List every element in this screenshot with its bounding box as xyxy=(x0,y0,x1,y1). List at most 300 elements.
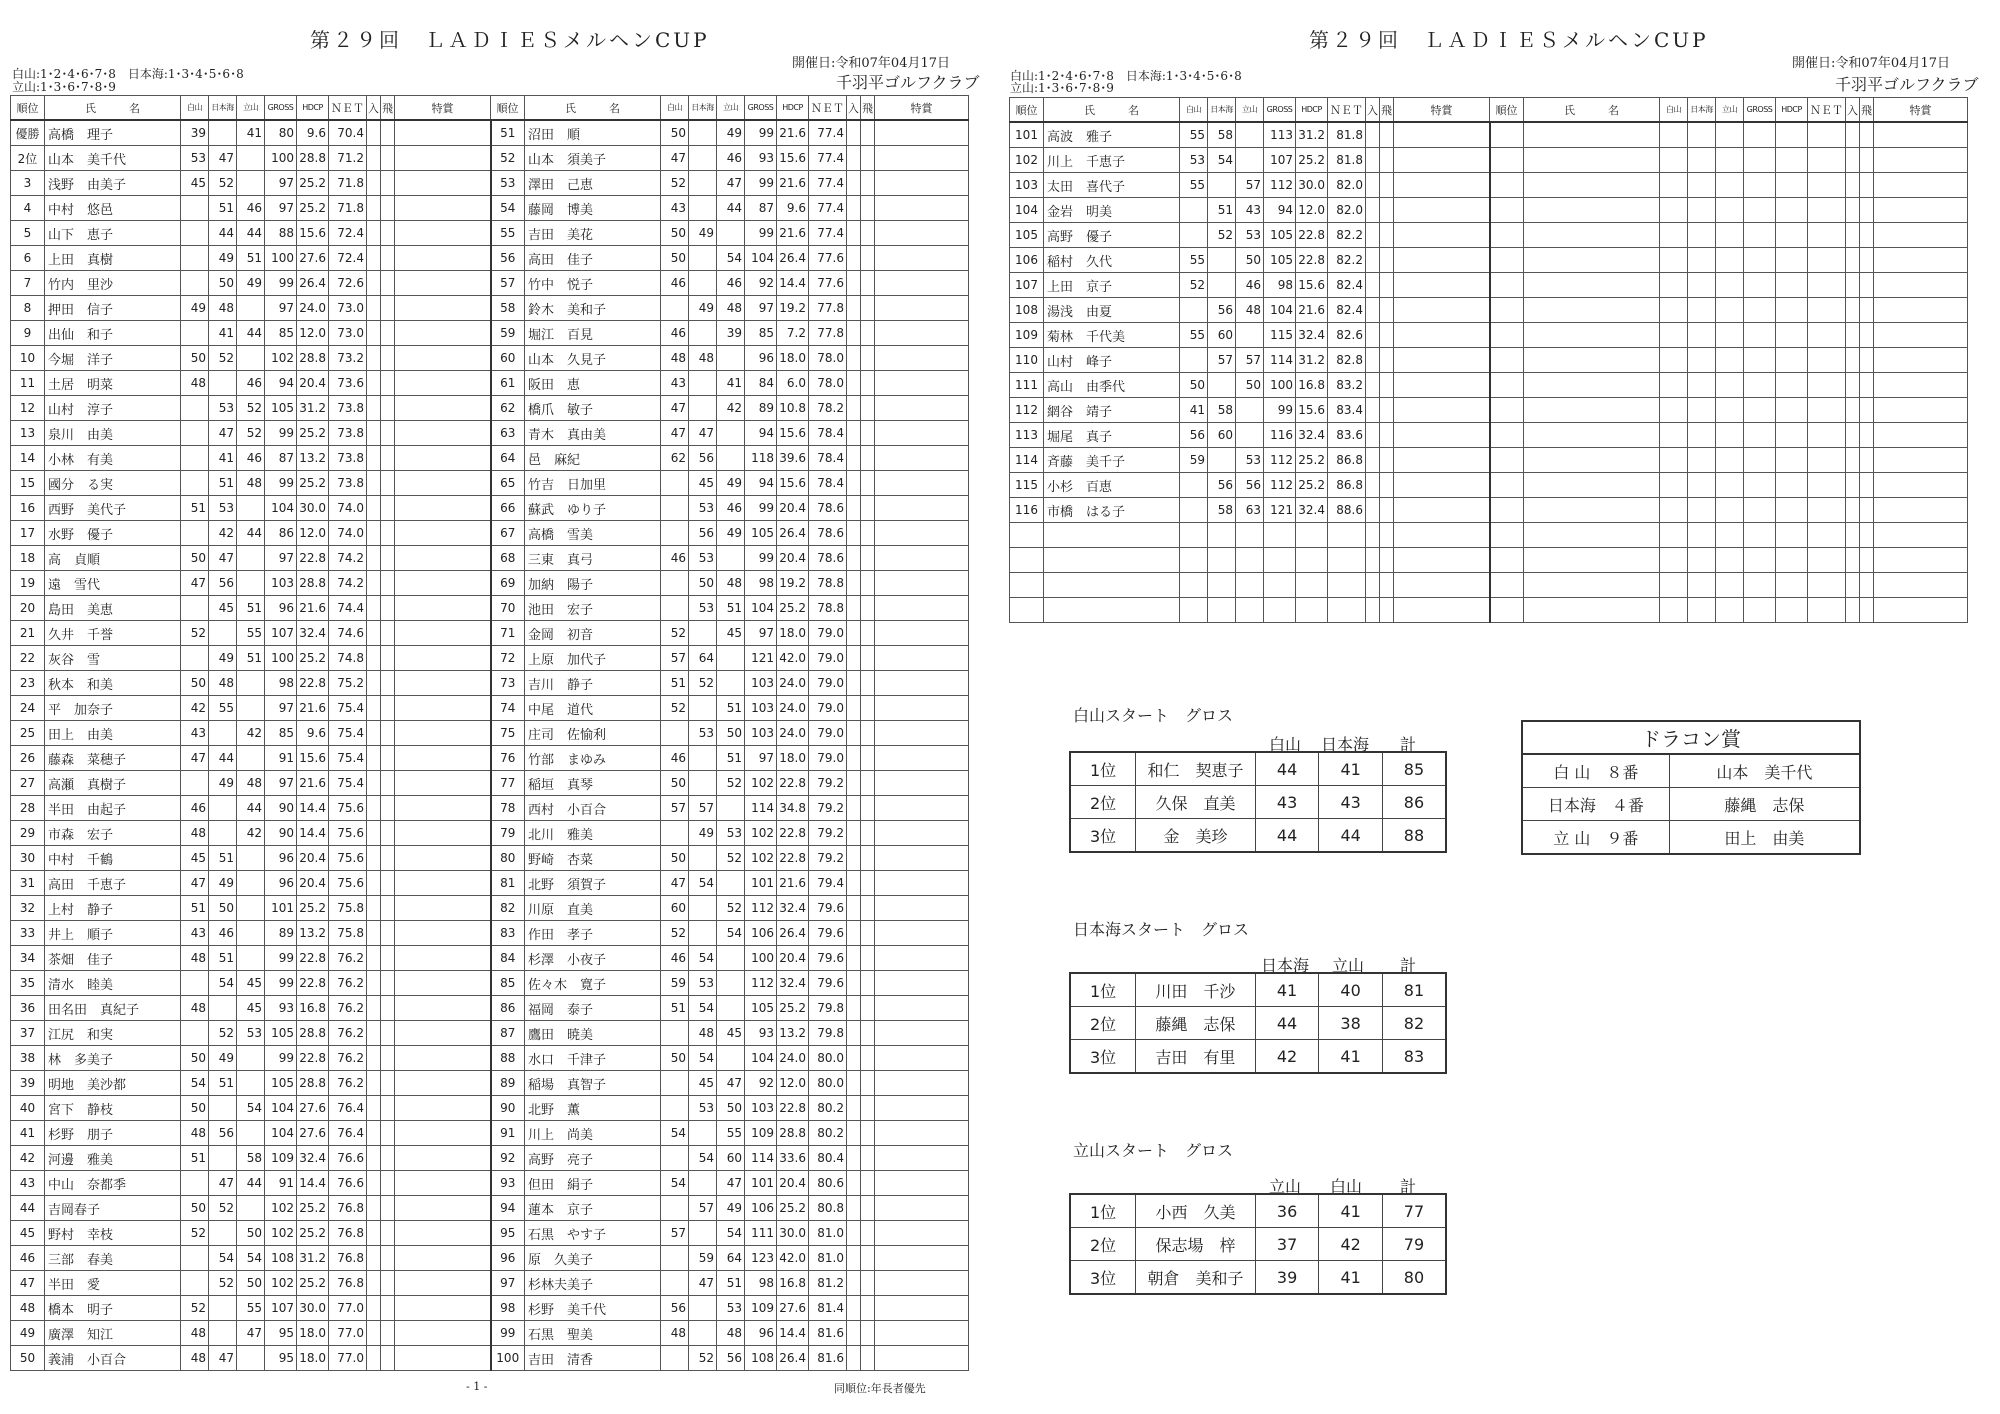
player-name: 太田 喜代子 xyxy=(1044,173,1180,198)
in-mark xyxy=(847,621,861,646)
in-mark xyxy=(1366,223,1380,248)
table-row xyxy=(11,346,969,371)
player-name: 金岩 明美 xyxy=(1044,198,1180,223)
special-prize xyxy=(1394,473,1490,498)
special-prize xyxy=(1874,548,1968,573)
special-prize xyxy=(1874,573,1968,598)
gross-total: 81 xyxy=(1382,973,1446,1007)
rank-cell: 22 xyxy=(11,646,45,671)
tateyama-score xyxy=(1716,548,1744,573)
nihonkai-score xyxy=(1688,323,1716,348)
gross-score xyxy=(1744,573,1776,598)
nihonkai-score xyxy=(1208,173,1236,198)
player-name: 高 貞順 xyxy=(45,546,181,571)
gross-score xyxy=(1744,323,1776,348)
net-score: 82.4 xyxy=(1328,298,1366,323)
gross-section-title: 白山スタート グロス xyxy=(1073,706,1234,725)
player-name: 福岡 泰子 xyxy=(525,996,661,1021)
special-prize xyxy=(1394,448,1490,473)
rank-cell xyxy=(1490,473,1524,498)
tateyama-score xyxy=(1716,323,1744,348)
special-prize xyxy=(395,1021,491,1046)
net-score: 77.0 xyxy=(329,1321,367,1346)
hakusan-score xyxy=(181,471,209,496)
in-mark xyxy=(1846,148,1860,173)
table-row xyxy=(11,846,969,871)
in-mark xyxy=(847,346,861,371)
player-name: 山下 恵子 xyxy=(45,221,181,246)
hakusan-score xyxy=(181,196,209,221)
fly-mark xyxy=(861,896,875,921)
tateyama-score: 55 xyxy=(237,621,265,646)
fly-mark xyxy=(1380,348,1394,373)
gross-col-header: 計 xyxy=(1399,1177,1416,1196)
gross-score xyxy=(1744,173,1776,198)
hakusan-score: 56 xyxy=(1180,423,1208,448)
hdcp-value: 25.2 xyxy=(297,1221,329,1246)
tateyama-score xyxy=(1236,398,1264,423)
net-score: 78.4 xyxy=(809,471,847,496)
in-mark xyxy=(847,921,861,946)
tateyama-score xyxy=(1716,373,1744,398)
fly-mark xyxy=(861,221,875,246)
gross-score: 107 xyxy=(1264,148,1296,173)
header-net: ＮＥＴ xyxy=(1328,98,1366,123)
tateyama-score xyxy=(1716,598,1744,623)
nihonkai-score xyxy=(1688,298,1716,323)
nihonkai-score: 51 xyxy=(209,471,237,496)
nihonkai-score: 51 xyxy=(1208,198,1236,223)
left-results-table xyxy=(10,95,969,1371)
special-prize xyxy=(1394,248,1490,273)
net-score: 76.2 xyxy=(329,946,367,971)
gross-score: 100 xyxy=(265,646,297,671)
nihonkai-score xyxy=(1688,573,1716,598)
hdcp-value: 27.6 xyxy=(297,1096,329,1121)
special-prize xyxy=(395,171,491,196)
gross-table-tateyama xyxy=(1069,1193,1447,1295)
special-prize xyxy=(1874,173,1968,198)
player-name: 斉藤 美千子 xyxy=(1044,448,1180,473)
special-prize xyxy=(395,521,491,546)
player-name: 秋本 和美 xyxy=(45,671,181,696)
rank-cell: 79 xyxy=(491,821,525,846)
hdcp-value: 19.2 xyxy=(777,571,809,596)
special-prize xyxy=(395,1121,491,1146)
nihonkai-score: 53 xyxy=(209,496,237,521)
net-score: 72.6 xyxy=(329,271,367,296)
hakusan-score: 45 xyxy=(181,171,209,196)
hakusan-score: 47 xyxy=(181,571,209,596)
gross-score: 107 xyxy=(265,1296,297,1321)
special-prize xyxy=(395,971,491,996)
fly-mark xyxy=(381,1071,395,1096)
nihonkai-score: 48 xyxy=(689,1021,717,1046)
net-score: 79.0 xyxy=(809,646,847,671)
special-prize xyxy=(1394,373,1490,398)
page-number: - 1 - xyxy=(466,1380,488,1393)
gross-col-header: 計 xyxy=(1399,956,1416,975)
in-mark xyxy=(367,646,381,671)
fly-mark xyxy=(861,171,875,196)
table-row xyxy=(11,471,969,496)
special-prize xyxy=(395,421,491,446)
hdcp-value: 42.0 xyxy=(777,646,809,671)
nihonkai-score: 52 xyxy=(209,1021,237,1046)
tateyama-score xyxy=(237,171,265,196)
special-prize xyxy=(875,646,969,671)
in-mark xyxy=(367,271,381,296)
net-score: 79.6 xyxy=(809,921,847,946)
gross-score: 97 xyxy=(265,171,297,196)
gross-score: 100 xyxy=(745,946,777,971)
in-mark xyxy=(847,1096,861,1121)
hdcp-value: 25.2 xyxy=(1296,448,1328,473)
player-name: 上田 京子 xyxy=(1044,273,1180,298)
net-score: 82.8 xyxy=(1328,348,1366,373)
hdcp-value xyxy=(1296,598,1328,623)
nihonkai-score xyxy=(1688,223,1716,248)
hdcp-value: 19.2 xyxy=(777,296,809,321)
gross-score: 44 xyxy=(1255,752,1319,786)
special-prize xyxy=(1874,498,1968,523)
rank-cell: 80 xyxy=(491,846,525,871)
nihonkai-score xyxy=(689,271,717,296)
table-row xyxy=(11,1196,969,1221)
special-prize xyxy=(875,546,969,571)
player-name xyxy=(1524,373,1660,398)
player-name: 金岡 初音 xyxy=(525,621,661,646)
hdcp-value: 30.0 xyxy=(297,496,329,521)
net-score xyxy=(1328,598,1366,623)
rank-cell xyxy=(1490,448,1524,473)
rank-cell: 15 xyxy=(11,471,45,496)
hakusan-score xyxy=(181,521,209,546)
hdcp-value: 21.6 xyxy=(777,171,809,196)
nihonkai-score: 47 xyxy=(209,1346,237,1371)
gross-score: 97 xyxy=(745,621,777,646)
hdcp-value: 31.2 xyxy=(297,1246,329,1271)
in-mark xyxy=(367,396,381,421)
rank-cell: 45 xyxy=(11,1221,45,1246)
player-name: 山村 峰子 xyxy=(1044,348,1180,373)
gross-score: 99 xyxy=(1264,398,1296,423)
net-score: 80.0 xyxy=(809,1046,847,1071)
gross-total: 85 xyxy=(1382,752,1446,786)
gross-score: 96 xyxy=(745,1321,777,1346)
fly-mark xyxy=(1860,548,1874,573)
net-score: 79.0 xyxy=(809,721,847,746)
fly-mark xyxy=(381,1171,395,1196)
gross-score: 103 xyxy=(745,721,777,746)
nihonkai-score xyxy=(1688,423,1716,448)
right-table-header xyxy=(1010,98,1968,123)
fly-mark xyxy=(381,271,395,296)
nihonkai-score: 45 xyxy=(689,1071,717,1096)
gross-score: 104 xyxy=(745,1046,777,1071)
in-mark xyxy=(1366,173,1380,198)
gross-player: 朝倉 美和子 xyxy=(1136,1261,1256,1295)
gross-score: 80 xyxy=(265,120,297,146)
in-mark xyxy=(367,1346,381,1371)
player-name: 池田 宏子 xyxy=(525,596,661,621)
in-mark xyxy=(367,1321,381,1346)
rank-cell xyxy=(1490,323,1524,348)
nihonkai-score xyxy=(689,621,717,646)
player-name: 堀江 百見 xyxy=(525,321,661,346)
in-mark xyxy=(367,571,381,596)
hdcp-value: 22.8 xyxy=(777,1096,809,1121)
fly-mark xyxy=(861,120,875,146)
net-score: 79.2 xyxy=(809,796,847,821)
rank-cell: 57 xyxy=(491,271,525,296)
tateyama-score: 51 xyxy=(237,646,265,671)
tateyama-score xyxy=(717,546,745,571)
gross-score: 42 xyxy=(1319,1228,1383,1261)
header-net: ＮＥＴ xyxy=(1808,98,1846,123)
table-row xyxy=(11,1021,969,1046)
table-row xyxy=(11,571,969,596)
gross-score xyxy=(1744,148,1776,173)
net-score: 79.4 xyxy=(809,871,847,896)
gross-row xyxy=(1070,819,1446,853)
rank-cell: 83 xyxy=(491,921,525,946)
fly-mark xyxy=(861,146,875,171)
gross-score: 89 xyxy=(265,921,297,946)
player-name: 吉田 美花 xyxy=(525,221,661,246)
rank-cell xyxy=(1490,122,1524,148)
hakusan-score xyxy=(181,1271,209,1296)
net-score: 80.2 xyxy=(809,1121,847,1146)
gross-score: 97 xyxy=(265,696,297,721)
hakusan-score: 55 xyxy=(1180,323,1208,348)
net-score: 79.6 xyxy=(809,896,847,921)
table-row xyxy=(11,221,969,246)
hakusan-score xyxy=(181,771,209,796)
player-name: 廣澤 知江 xyxy=(45,1321,181,1346)
gross-score: 105 xyxy=(745,521,777,546)
net-score xyxy=(1808,423,1846,448)
fly-mark xyxy=(1380,373,1394,398)
gross-rank: 1位 xyxy=(1070,1194,1136,1228)
player-name: 上村 静子 xyxy=(45,896,181,921)
tateyama-score: 44 xyxy=(237,796,265,821)
tateyama-score: 49 xyxy=(237,271,265,296)
gross-table-hakusan xyxy=(1069,751,1447,853)
net-score: 74.2 xyxy=(329,571,367,596)
tateyama-score xyxy=(1236,548,1264,573)
in-mark xyxy=(1366,248,1380,273)
nihonkai-score: 49 xyxy=(689,221,717,246)
rank-cell: 12 xyxy=(11,396,45,421)
fly-mark xyxy=(861,1221,875,1246)
header-special: 特賞 xyxy=(395,96,491,121)
net-score: 74.0 xyxy=(329,521,367,546)
player-name xyxy=(1524,498,1660,523)
nihonkai-score: 51 xyxy=(209,846,237,871)
nihonkai-score: 50 xyxy=(689,571,717,596)
gross-score xyxy=(1744,223,1776,248)
hdcp-value: 26.4 xyxy=(777,246,809,271)
special-prize xyxy=(395,321,491,346)
gross-score: 39 xyxy=(1255,1261,1319,1295)
fly-mark xyxy=(381,971,395,996)
gross-score: 113 xyxy=(1264,122,1296,148)
special-prize xyxy=(1874,273,1968,298)
fly-mark xyxy=(861,1296,875,1321)
net-score: 83.6 xyxy=(1328,423,1366,448)
special-prize xyxy=(395,471,491,496)
special-prize xyxy=(875,371,969,396)
table-row xyxy=(11,996,969,1021)
fly-mark xyxy=(861,446,875,471)
hakusan-score: 43 xyxy=(181,721,209,746)
gross-score: 42 xyxy=(1255,1040,1319,1074)
hdcp-value: 27.6 xyxy=(297,246,329,271)
special-prize xyxy=(875,346,969,371)
net-score: 77.0 xyxy=(329,1296,367,1321)
hdcp-value: 22.8 xyxy=(1296,223,1328,248)
in-mark xyxy=(367,796,381,821)
nihonkai-score xyxy=(689,771,717,796)
in-mark xyxy=(367,371,381,396)
dracon-hole: 立 山 ９番 xyxy=(1522,821,1669,855)
hakusan-score: 50 xyxy=(1180,373,1208,398)
table-row xyxy=(11,896,969,921)
rank-cell: 101 xyxy=(1010,122,1044,148)
nihonkai-score xyxy=(689,196,717,221)
nihonkai-score xyxy=(209,796,237,821)
in-mark xyxy=(847,471,861,496)
header-name: 氏 名 xyxy=(1524,98,1660,123)
tateyama-score: 54 xyxy=(717,1221,745,1246)
hdcp-value xyxy=(1776,122,1808,148)
player-name xyxy=(1524,448,1660,473)
player-name xyxy=(1524,148,1660,173)
nihonkai-score: 52 xyxy=(1208,223,1236,248)
hakusan-score: 48 xyxy=(181,821,209,846)
hakusan-score: 52 xyxy=(661,696,689,721)
player-name: 菊林 千代美 xyxy=(1044,323,1180,348)
fly-mark xyxy=(1380,148,1394,173)
gross-score: 97 xyxy=(745,746,777,771)
fly-mark xyxy=(381,120,395,146)
net-score: 76.8 xyxy=(329,1246,367,1271)
fly-mark xyxy=(381,846,395,871)
nihonkai-score xyxy=(689,371,717,396)
nihonkai-score: 42 xyxy=(209,521,237,546)
gross-score: 105 xyxy=(265,1021,297,1046)
gross-score: 116 xyxy=(1264,423,1296,448)
gross-score: 115 xyxy=(1264,323,1296,348)
tateyama-score: 42 xyxy=(237,821,265,846)
special-prize xyxy=(1394,398,1490,423)
hdcp-value xyxy=(1776,398,1808,423)
rank-cell: 25 xyxy=(11,721,45,746)
net-score xyxy=(1808,173,1846,198)
net-score xyxy=(1808,448,1846,473)
rank-cell: 21 xyxy=(11,621,45,646)
net-score: 76.2 xyxy=(329,1021,367,1046)
hakusan-score: 50 xyxy=(661,120,689,146)
net-score xyxy=(1808,348,1846,373)
hakusan-score xyxy=(181,596,209,621)
hakusan-score: 39 xyxy=(181,120,209,146)
table-row xyxy=(11,646,969,671)
hakusan-score: 54 xyxy=(181,1071,209,1096)
gross-score: 36 xyxy=(1255,1194,1319,1228)
fly-mark xyxy=(381,946,395,971)
rank-cell: 優勝 xyxy=(11,120,45,146)
table-row xyxy=(1010,273,1968,298)
nihonkai-score: 58 xyxy=(1208,498,1236,523)
gross-score: 99 xyxy=(265,471,297,496)
net-score: 76.2 xyxy=(329,996,367,1021)
hdcp-value xyxy=(1776,248,1808,273)
rank-cell: 78 xyxy=(491,796,525,821)
gross-rank: 3位 xyxy=(1070,1040,1136,1074)
tateyama-score xyxy=(237,496,265,521)
nihonkai-score: 41 xyxy=(209,321,237,346)
special-prize xyxy=(1394,423,1490,448)
fly-mark xyxy=(381,696,395,721)
gross-total: 82 xyxy=(1382,1007,1446,1040)
rank-cell: 38 xyxy=(11,1046,45,1071)
special-prize xyxy=(875,1271,969,1296)
special-prize xyxy=(395,1096,491,1121)
special-prize xyxy=(395,1046,491,1071)
nihonkai-score xyxy=(689,1221,717,1246)
hdcp-value: 18.0 xyxy=(777,621,809,646)
nihonkai-score: 47 xyxy=(209,146,237,171)
in-mark xyxy=(1366,598,1380,623)
in-mark xyxy=(367,1246,381,1271)
hakusan-score xyxy=(1180,348,1208,373)
hdcp-value: 20.4 xyxy=(777,1171,809,1196)
gross-score: 98 xyxy=(745,571,777,596)
dracon-row xyxy=(1522,754,1860,788)
tateyama-score: 64 xyxy=(717,1246,745,1271)
player-name: 三東 真弓 xyxy=(525,546,661,571)
player-name xyxy=(1524,223,1660,248)
fly-mark xyxy=(381,321,395,346)
net-score: 77.8 xyxy=(809,296,847,321)
fly-mark xyxy=(861,846,875,871)
rank-cell xyxy=(1490,548,1524,573)
in-mark xyxy=(1846,223,1860,248)
fly-mark xyxy=(1860,173,1874,198)
special-prize xyxy=(875,721,969,746)
tateyama-score: 42 xyxy=(717,396,745,421)
in-mark xyxy=(847,496,861,521)
hdcp-value: 34.8 xyxy=(777,796,809,821)
tateyama-score: 56 xyxy=(717,1346,745,1371)
tateyama-score xyxy=(237,846,265,871)
hakusan-score: 57 xyxy=(661,646,689,671)
special-prize xyxy=(395,846,491,871)
rank-cell: 82 xyxy=(491,896,525,921)
nihonkai-score: 60 xyxy=(1208,423,1236,448)
rank-cell: 32 xyxy=(11,896,45,921)
net-score xyxy=(1328,548,1366,573)
in-mark xyxy=(847,1146,861,1171)
header-special: 特賞 xyxy=(1394,98,1490,123)
in-mark xyxy=(367,296,381,321)
player-name: 山本 須美子 xyxy=(525,146,661,171)
gross-player: 久保 直美 xyxy=(1136,786,1256,819)
in-mark xyxy=(367,421,381,446)
in-mark xyxy=(1846,173,1860,198)
